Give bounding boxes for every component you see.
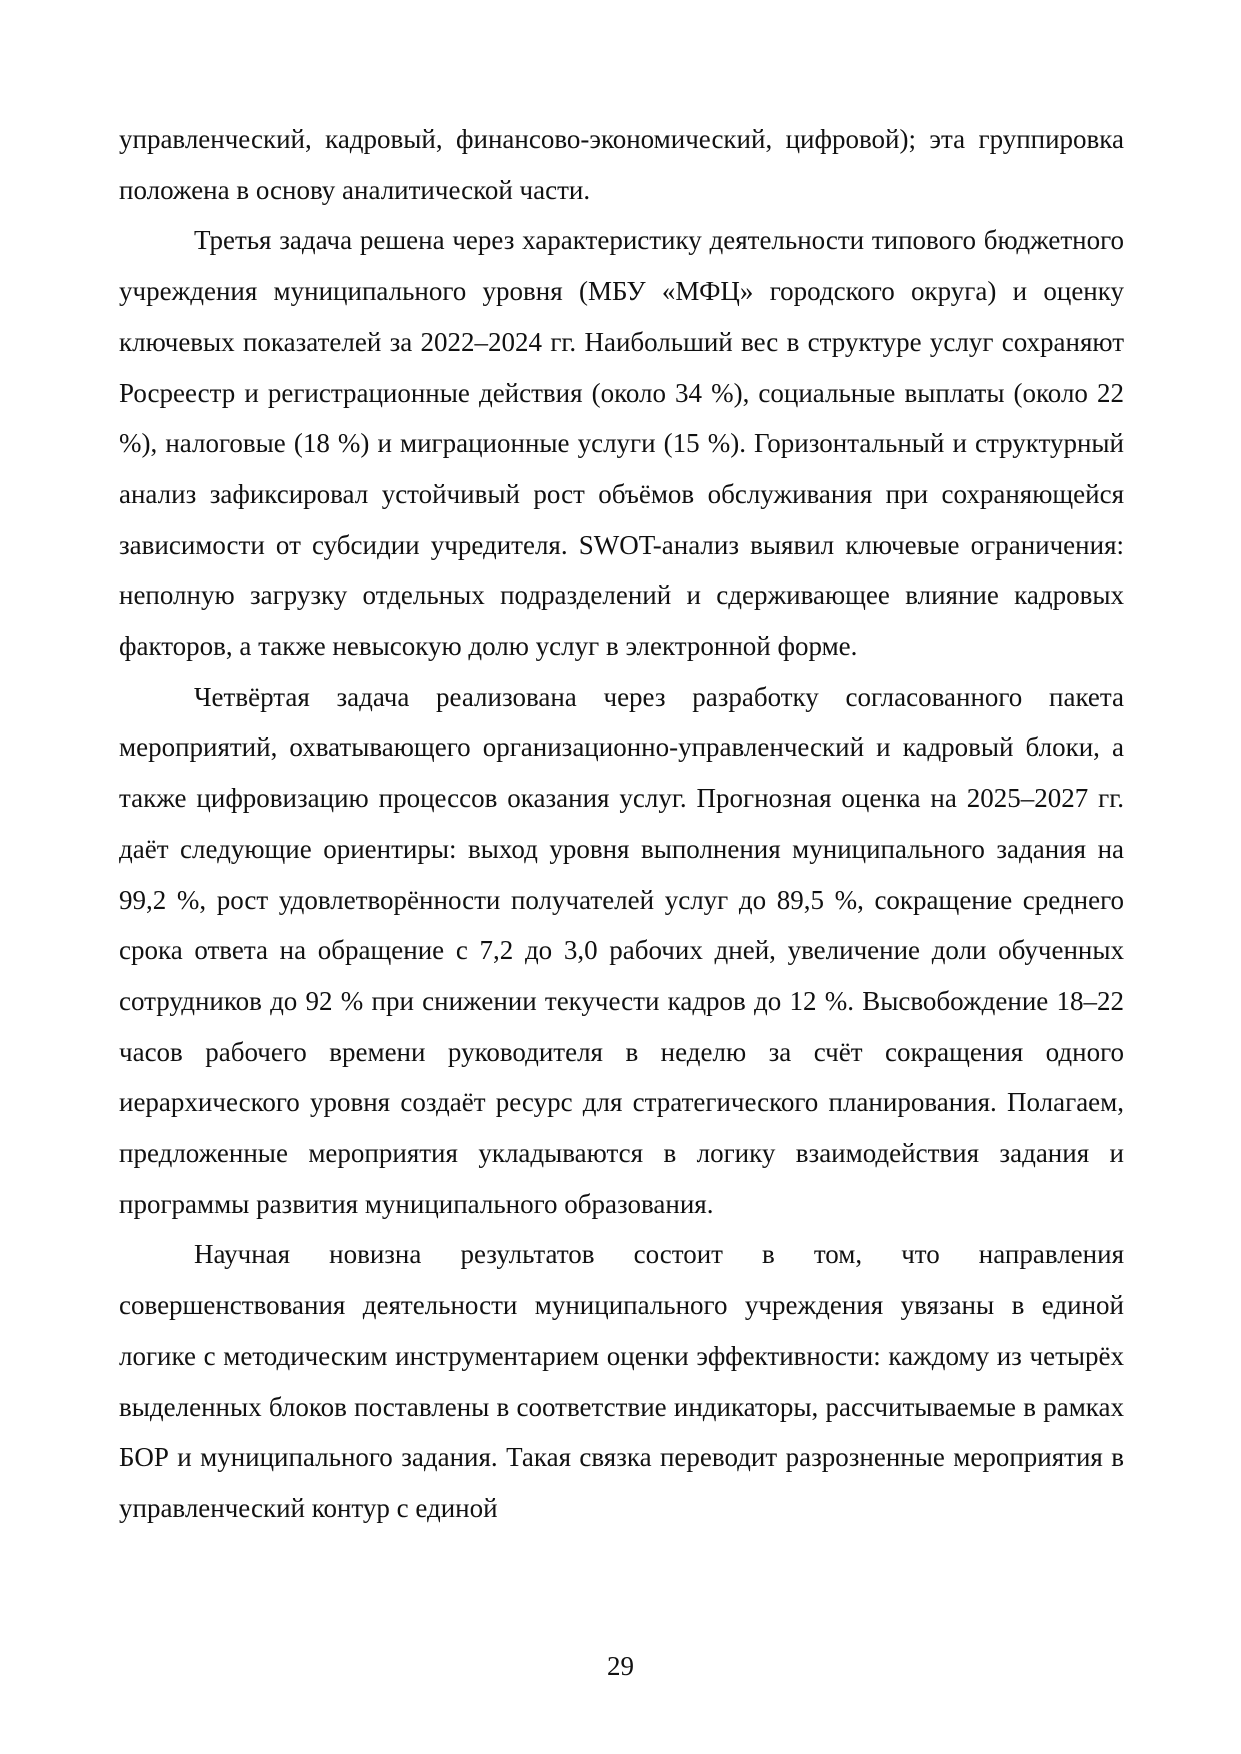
paragraph-3: Четвёртая задача реализована через разработку согласованного пакета мероприятий, охватывающего организационно-управленческий и кадровый блоки, а также цифровизацию процессов оказания услуг. Прогнозная оценка на 2025–2027 гг. даёт следующие ориентиры: выход уровня выполнения муниципального задания на 99,2 %, рост удовлетворённости получателей услуг до 89,5 %, сокращение среднего срока ответа на обращение с 7,2 до 3,0 рабочих дней, увеличение доли обученных сотрудников до 92 % при снижении текучести кадров до 12 %. Высвобождение 18–22 часов рабочего времени руководителя в неделю за счёт сокращения одного иерархического уровня создаёт ресурс для стратегического планирования. Полагаем, предложенные мероприятия укладываются в логику взаимодействия задания и программы развития муниципального образования.: [119, 681, 1124, 1219]
page-number: 29: [607, 1651, 634, 1681]
paragraph-4: Научная новизна результатов состоит в том, что направления совершенствования деятельности муниципального учреждения увязаны в единой логике с методическим инструментарием оценки эффективности: каждому из четырёх выделенных блоков поставлены в соответствие индикаторы, рассчитываемые в рамках БОР и муниципального задания. Такая связка переводит разрозненные мероприятия в управленческий контур с единой: [119, 1239, 1124, 1523]
paragraph-2: Третья задача решена через характеристику деятельности типового бюджетного учреждения муниципального уровня (МБУ «МФЦ» городского округа) и оценку ключевых показателей за 2022–2024 гг. Наибольший вес в структуре услуг сохраняют Росреестр и регистрационные действия (около 34 %), социальные выплаты (около 22 %), налоговые (18 %) и миграционные услуги (15 %). Горизонтальный и структурный анализ зафиксировал устойчивый рост объёмов обслуживания при сохраняющейся зависимости от субсидии учредителя. SWOT-анализ выявил ключевые ограничения: неполную загрузку отдельных подразделений и сдерживающее влияние кадровых факторов, а также невысокую долю услуг в электронной форме.: [119, 225, 1124, 662]
paragraph-1: управленческий, кадровый, финансово-экономический, цифровой); эта группировка положена в основу аналитической части.: [119, 124, 1124, 205]
document-page: [119, 114, 1124, 1534]
